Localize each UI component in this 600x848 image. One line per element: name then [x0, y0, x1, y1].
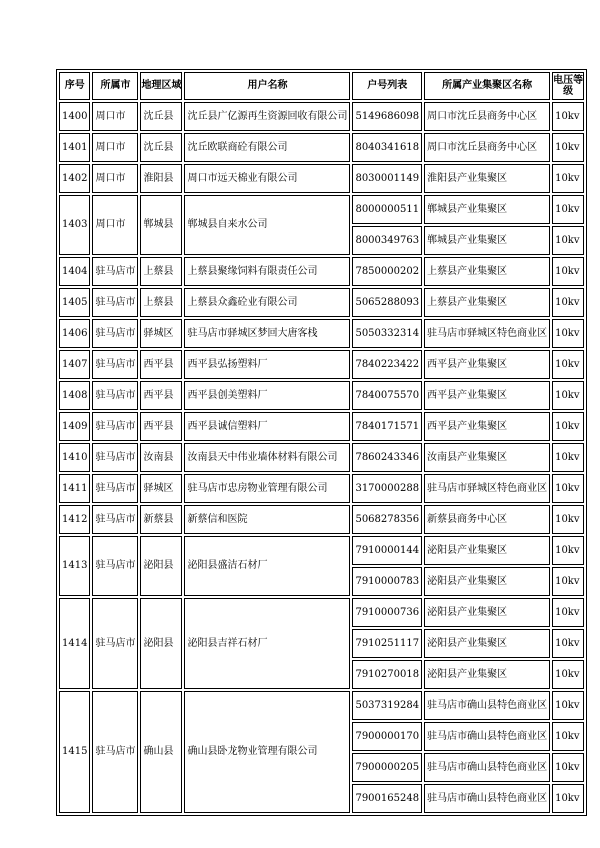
city-cell: 驻马店市 [92, 412, 138, 441]
account-cell: 7910000783 [352, 567, 422, 596]
voltage-cell: 10kv [552, 722, 584, 751]
account-cell: 7840075570 [352, 381, 422, 410]
serial-cell: 1404 [59, 257, 90, 286]
serial-cell: 1409 [59, 412, 90, 441]
voltage-cell: 10kv [552, 164, 584, 193]
region-cell: 汝南县 [140, 443, 182, 472]
account-cell: 5050332314 [352, 319, 422, 348]
city-cell: 驻马店市 [92, 319, 138, 348]
table-row [59, 164, 584, 193]
account-cell: 8040341618 [352, 133, 422, 162]
voltage-cell: 10kv [552, 536, 584, 565]
region-cell: 郸城县 [140, 195, 182, 255]
cluster-cell: 上蔡县产业集聚区 [424, 288, 550, 317]
cluster-cell: 驻马店市确山县特色商业区 [424, 784, 550, 813]
serial-cell: 1406 [59, 319, 90, 348]
voltage-cell: 10kv [552, 350, 584, 379]
region-cell: 西平县 [140, 350, 182, 379]
region-cell: 驿城区 [140, 319, 182, 348]
user-cell: 新蔡信和医院 [184, 505, 350, 534]
voltage-cell: 10kv [552, 505, 584, 534]
account-cell: 8030001149 [352, 164, 422, 193]
column-header-region: 地理区域 [140, 72, 182, 100]
serial-cell: 1405 [59, 288, 90, 317]
user-cell: 上蔡县众鑫砼业有限公司 [184, 288, 350, 317]
voltage-cell: 10kv [552, 319, 584, 348]
region-cell: 沈丘县 [140, 102, 182, 131]
table-row [59, 319, 584, 348]
column-header-city: 所属市 [92, 72, 138, 100]
account-cell: 7910000736 [352, 598, 422, 627]
region-cell: 上蔡县 [140, 288, 182, 317]
voltage-cell: 10kv [552, 629, 584, 658]
table-row [59, 350, 584, 379]
table-row [59, 195, 584, 224]
city-cell: 周口市 [92, 102, 138, 131]
serial-cell: 1413 [59, 536, 90, 596]
column-header-voltage: 电压等级 [552, 72, 584, 100]
voltage-cell: 10kv [552, 195, 584, 224]
city-cell: 周口市 [92, 133, 138, 162]
table-row [59, 288, 584, 317]
region-cell: 西平县 [140, 381, 182, 410]
serial-cell: 1401 [59, 133, 90, 162]
voltage-cell: 10kv [552, 226, 584, 255]
city-cell: 驻马店市 [92, 536, 138, 596]
cluster-cell: 西平县产业集聚区 [424, 381, 550, 410]
column-header-serial: 序号 [59, 72, 90, 100]
account-cell: 7900000170 [352, 722, 422, 751]
voltage-cell: 10kv [552, 784, 584, 813]
cluster-cell: 泌阳县产业集聚区 [424, 660, 550, 689]
account-cell: 5065288093 [352, 288, 422, 317]
table-row [59, 133, 584, 162]
region-cell: 上蔡县 [140, 257, 182, 286]
voltage-cell: 10kv [552, 288, 584, 317]
table-row [59, 536, 584, 565]
city-cell: 驻马店市 [92, 381, 138, 410]
city-cell: 驻马店市 [92, 474, 138, 503]
cluster-cell: 西平县产业集聚区 [424, 350, 550, 379]
region-cell: 沈丘县 [140, 133, 182, 162]
account-cell: 7850000202 [352, 257, 422, 286]
account-cell: 7840171571 [352, 412, 422, 441]
city-cell: 周口市 [92, 195, 138, 255]
city-cell: 驻马店市 [92, 350, 138, 379]
region-cell: 驿城区 [140, 474, 182, 503]
cluster-cell: 周口市沈丘县商务中心区 [424, 102, 550, 131]
region-cell: 确山县 [140, 691, 182, 813]
user-cell: 上蔡县聚缘饲料有限责任公司 [184, 257, 350, 286]
user-cell: 汝南县天中伟业墙体材料有限公司 [184, 443, 350, 472]
cluster-cell: 泌阳县产业集聚区 [424, 567, 550, 596]
region-cell: 泌阳县 [140, 598, 182, 689]
cluster-cell: 驻马店市确山县特色商业区 [424, 691, 550, 720]
cluster-cell: 泌阳县产业集聚区 [424, 598, 550, 627]
account-cell: 7840223422 [352, 350, 422, 379]
city-cell: 驻马店市 [92, 257, 138, 286]
table-body [59, 102, 584, 813]
cluster-cell: 泌阳县产业集聚区 [424, 629, 550, 658]
region-cell: 淮阳县 [140, 164, 182, 193]
cluster-cell: 驻马店市确山县特色商业区 [424, 722, 550, 751]
cluster-cell: 驻马店市确山县特色商业区 [424, 753, 550, 782]
column-header-user: 用户名称 [184, 72, 350, 100]
voltage-cell: 10kv [552, 381, 584, 410]
city-cell: 驻马店市 [92, 443, 138, 472]
cluster-cell: 郸城县产业集聚区 [424, 195, 550, 224]
account-cell: 5068278356 [352, 505, 422, 534]
voltage-cell: 10kv [552, 753, 584, 782]
voltage-cell: 10kv [552, 412, 584, 441]
account-cell: 7910251117 [352, 629, 422, 658]
table-row [59, 443, 584, 472]
cluster-cell: 新蔡县商务中心区 [424, 505, 550, 534]
account-cell: 7900165248 [352, 784, 422, 813]
user-cell: 驻马店市驿城区梦回大唐客栈 [184, 319, 350, 348]
table-header [59, 72, 584, 100]
user-cell: 西平县创美塑料厂 [184, 381, 350, 410]
account-cell: 7910000144 [352, 536, 422, 565]
user-cell: 西平县诚信塑料厂 [184, 412, 350, 441]
cluster-cell: 泌阳县产业集聚区 [424, 536, 550, 565]
account-cell: 3170000288 [352, 474, 422, 503]
user-cell: 泌阳县吉祥石材厂 [184, 598, 350, 689]
table-row [59, 412, 584, 441]
voltage-cell: 10kv [552, 443, 584, 472]
table-row [59, 102, 584, 131]
serial-cell: 1407 [59, 350, 90, 379]
city-cell: 驻马店市 [92, 598, 138, 689]
user-cell: 沈丘欧联商砼有限公司 [184, 133, 350, 162]
region-cell: 泌阳县 [140, 536, 182, 596]
city-cell: 周口市 [92, 164, 138, 193]
column-header-account: 户号列表 [352, 72, 422, 100]
account-cell: 5037319284 [352, 691, 422, 720]
region-cell: 新蔡县 [140, 505, 182, 534]
cluster-cell: 郸城县产业集聚区 [424, 226, 550, 255]
voltage-cell: 10kv [552, 691, 584, 720]
table-row [59, 474, 584, 503]
serial-cell: 1415 [59, 691, 90, 813]
cluster-cell: 上蔡县产业集聚区 [424, 257, 550, 286]
user-account-table [56, 69, 587, 816]
cluster-cell: 西平县产业集聚区 [424, 412, 550, 441]
cluster-cell: 周口市沈丘县商务中心区 [424, 133, 550, 162]
table-row [59, 505, 584, 534]
voltage-cell: 10kv [552, 474, 584, 503]
voltage-cell: 10kv [552, 257, 584, 286]
voltage-cell: 10kv [552, 567, 584, 596]
user-cell: 郸城县自来水公司 [184, 195, 350, 255]
serial-cell: 1411 [59, 474, 90, 503]
voltage-cell: 10kv [552, 133, 584, 162]
cluster-cell: 汝南县产业集聚区 [424, 443, 550, 472]
user-cell: 西平县弘扬塑料厂 [184, 350, 350, 379]
region-cell: 西平县 [140, 412, 182, 441]
user-cell: 沈丘县广亿源再生资源回收有限公司 [184, 102, 350, 131]
header-row [59, 72, 584, 100]
voltage-cell: 10kv [552, 660, 584, 689]
serial-cell: 1403 [59, 195, 90, 255]
serial-cell: 1408 [59, 381, 90, 410]
serial-cell: 1414 [59, 598, 90, 689]
cluster-cell: 驻马店市驿城区特色商业区 [424, 319, 550, 348]
user-cell: 周口市远天棉业有限公司 [184, 164, 350, 193]
serial-cell: 1412 [59, 505, 90, 534]
account-cell: 5149686098 [352, 102, 422, 131]
serial-cell: 1410 [59, 443, 90, 472]
cluster-cell: 驻马店市驿城区特色商业区 [424, 474, 550, 503]
voltage-cell: 10kv [552, 102, 584, 131]
city-cell: 驻马店市 [92, 505, 138, 534]
serial-cell: 1402 [59, 164, 90, 193]
city-cell: 驻马店市 [92, 691, 138, 813]
user-cell: 泌阳县盛洁石材厂 [184, 536, 350, 596]
account-cell: 7910270018 [352, 660, 422, 689]
serial-cell: 1400 [59, 102, 90, 131]
city-cell: 驻马店市 [92, 288, 138, 317]
account-cell: 8000349763 [352, 226, 422, 255]
account-cell: 7860243346 [352, 443, 422, 472]
account-cell: 7900000205 [352, 753, 422, 782]
table-row [59, 381, 584, 410]
account-cell: 8000000511 [352, 195, 422, 224]
table-row [59, 598, 584, 627]
user-cell: 确山县卧龙物业管理有限公司 [184, 691, 350, 813]
user-cell: 驻马店市忠房物业管理有限公司 [184, 474, 350, 503]
cluster-cell: 淮阳县产业集聚区 [424, 164, 550, 193]
column-header-cluster: 所属产业集聚区名称 [424, 72, 550, 100]
table-row [59, 257, 584, 286]
voltage-cell: 10kv [552, 598, 584, 627]
table-row [59, 691, 584, 720]
